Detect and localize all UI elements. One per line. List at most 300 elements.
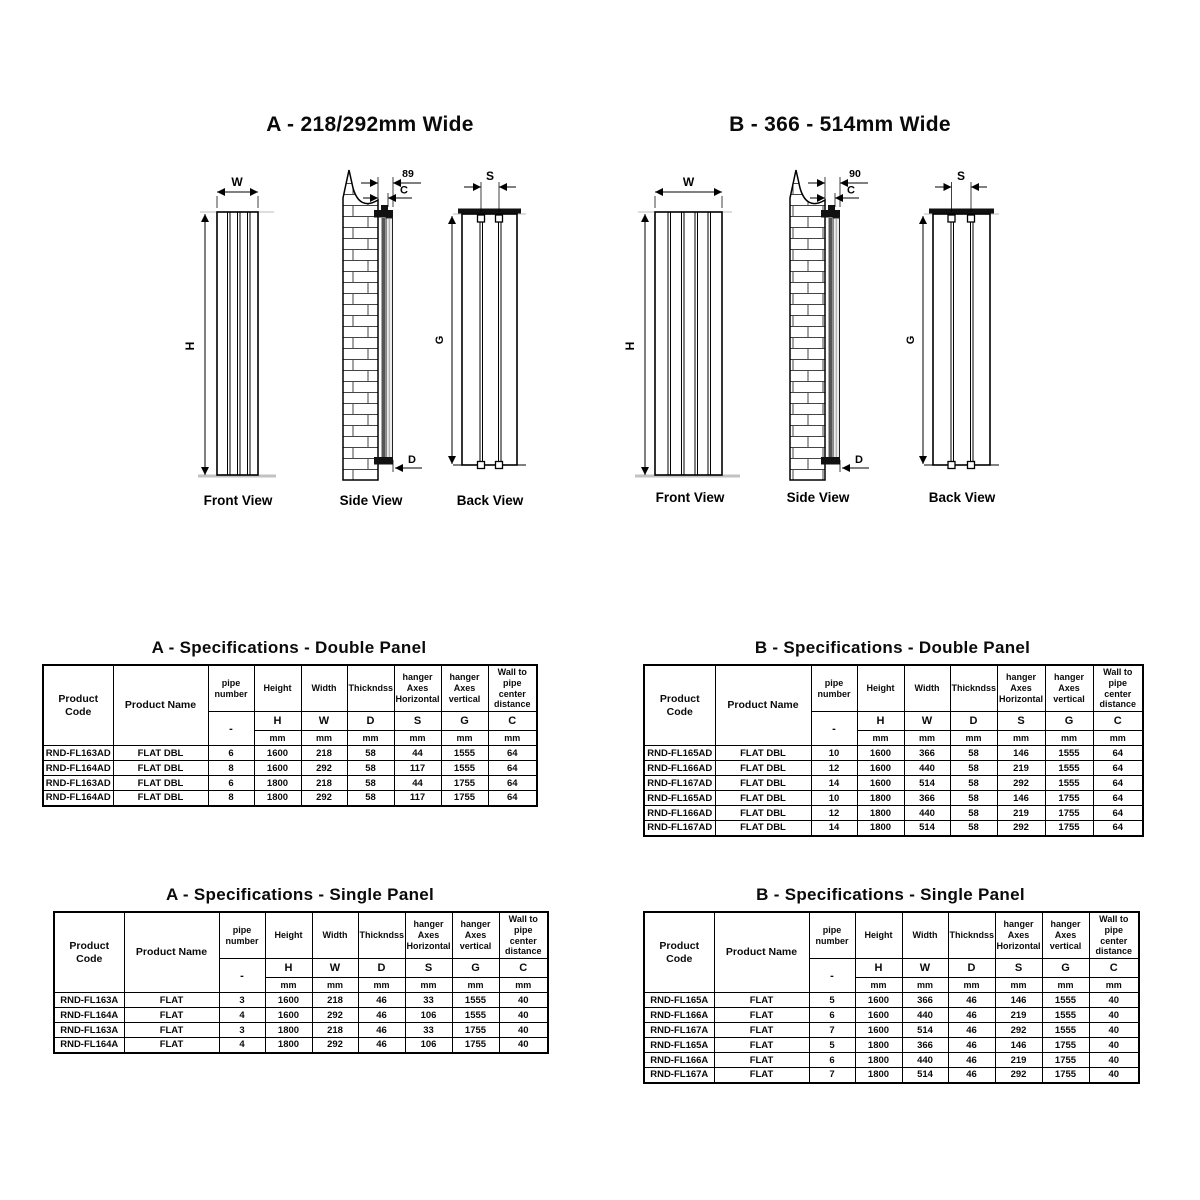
table-cell: 1755 [1045, 806, 1093, 821]
table-cell: 58 [347, 761, 394, 776]
table-cell: 46 [358, 1023, 405, 1038]
col-header-thickness: Thickndss [948, 912, 995, 959]
table-cell: 1755 [1045, 821, 1093, 836]
table-row [54, 1023, 548, 1038]
table-cell: FLAT DBL [113, 791, 208, 806]
table-cell: RND-FL165A [644, 993, 714, 1008]
table-cell: RND-FL166AD [644, 761, 715, 776]
table-cell: 1800 [855, 1038, 902, 1053]
table-cell: 40 [499, 993, 548, 1008]
table-cell: RND-FL166AD [644, 806, 715, 821]
symbol-g: G [452, 959, 499, 978]
table-cell: FLAT [714, 1023, 809, 1038]
table-cell: FLAT DBL [715, 821, 811, 836]
symbol-dash: - [809, 959, 855, 993]
table-cell: 7 [809, 1023, 855, 1038]
symbol-d: D [948, 959, 995, 978]
table-cell: 1555 [1042, 993, 1089, 1008]
table-cell: FLAT DBL [113, 761, 208, 776]
symbol-w: W [904, 712, 950, 731]
dim-label-c: C [847, 184, 855, 197]
table-cell: 1600 [254, 761, 301, 776]
table-row [644, 1068, 1139, 1083]
col-header-hanger-horizontal: hanger Axes Horizontal [995, 912, 1042, 959]
table-cell: 218 [312, 993, 358, 1008]
top-hanger-bracket [821, 210, 840, 218]
table-cell: 146 [997, 791, 1045, 806]
symbol-s: S [995, 959, 1042, 978]
brick-wall [343, 170, 378, 480]
table-cell: RND-FL163A [54, 1023, 124, 1038]
unit-mm: mm [995, 978, 1042, 993]
col-header-thickness: Thickndss [950, 665, 997, 712]
table-cell: 14 [811, 776, 857, 791]
table-cell: FLAT DBL [715, 761, 811, 776]
col-header-width: Width [902, 912, 948, 959]
table-cell: 117 [394, 761, 441, 776]
hanger-rail [929, 209, 994, 214]
table-cell: 46 [358, 1008, 405, 1023]
table-cell: 1600 [857, 746, 904, 761]
front-view-label: Front View [203, 493, 273, 508]
table-cell: 8 [208, 791, 254, 806]
symbol-d: D [347, 712, 394, 731]
table-row [43, 791, 537, 806]
table-row [644, 746, 1143, 761]
symbol-s: S [394, 712, 441, 731]
unit-mm: mm [347, 731, 394, 746]
col-header-height: Height [855, 912, 902, 959]
table-cell: RND-FL167AD [644, 821, 715, 836]
back-view-label: Back View [928, 490, 996, 505]
radiator-front-panel [655, 212, 722, 475]
section-b-title: B - 366 - 514mm Wide [729, 113, 951, 136]
table-cell: FLAT [124, 993, 219, 1008]
table-row [644, 761, 1143, 776]
spec-table-b-double [643, 664, 1144, 837]
symbol-w: W [312, 959, 358, 978]
table-cell: RND-FL167AD [644, 776, 715, 791]
table-cell: 146 [995, 1038, 1042, 1053]
table-cell: 1555 [1045, 776, 1093, 791]
table-cell: 1800 [857, 791, 904, 806]
table-cell: RND-FL164A [54, 1008, 124, 1023]
spec-table-header [644, 665, 1143, 746]
col-header-hanger-horizontal: hanger Axes Horizontal [997, 665, 1045, 712]
table-cell: FLAT DBL [715, 791, 811, 806]
hanger-point [968, 215, 975, 222]
table-cell: 40 [499, 1038, 548, 1053]
table-cell: FLAT [714, 1053, 809, 1068]
table-cell: RND-FL163A [54, 993, 124, 1008]
symbol-dash: - [219, 959, 265, 993]
top-hanger-bracket [374, 210, 393, 218]
table-cell: 40 [499, 1023, 548, 1038]
dim-label-s: S [956, 169, 966, 183]
table-cell: 33 [405, 993, 452, 1008]
dim-label-d: D [855, 454, 863, 466]
table-cell: 40 [499, 1008, 548, 1023]
spec-table-body [644, 746, 1143, 836]
symbol-w: W [301, 712, 347, 731]
bottom-hanger-bracket [821, 457, 840, 465]
table-cell: 1800 [254, 791, 301, 806]
table-cell: 218 [312, 1023, 358, 1038]
table-cell: 46 [948, 1053, 995, 1068]
front-view-label: Front View [655, 490, 725, 505]
table-cell: 8 [208, 761, 254, 776]
dim-label-w: W [682, 175, 695, 189]
table-cell: 366 [904, 791, 950, 806]
table-row [644, 791, 1143, 806]
unit-mm: mm [904, 731, 950, 746]
table-cell: 46 [948, 1008, 995, 1023]
col-header-height: Height [254, 665, 301, 712]
table-row [43, 776, 537, 791]
table-cell: 292 [312, 1038, 358, 1053]
table-cell: FLAT DBL [715, 806, 811, 821]
table-cell: FLAT DBL [113, 746, 208, 761]
symbol-h: H [254, 712, 301, 731]
table-cell: 292 [995, 1023, 1042, 1038]
col-header-pipe-number: pipe number [208, 665, 254, 712]
table-cell: FLAT [714, 1038, 809, 1053]
table-cell: 10 [811, 746, 857, 761]
dim-label-h: H [623, 341, 637, 351]
table-cell: 292 [997, 821, 1045, 836]
unit-mm: mm [855, 978, 902, 993]
table-cell: 366 [902, 993, 948, 1008]
table-cell: 6 [809, 1008, 855, 1023]
col-header-hanger-vertical: hanger Axes vertical [441, 665, 488, 712]
table-cell: RND-FL163AD [43, 776, 113, 791]
side-view-label: Side View [786, 490, 850, 505]
table-cell: 1800 [254, 776, 301, 791]
col-header-width: Width [904, 665, 950, 712]
table-cell: 1555 [1042, 1023, 1089, 1038]
table-cell: 1800 [855, 1068, 902, 1083]
table-row [644, 993, 1139, 1008]
table-cell: 1755 [441, 791, 488, 806]
table-cell: RND-FL166A [644, 1053, 714, 1068]
dim-label-s: S [485, 169, 495, 183]
col-header-product-name: Product Name [714, 912, 809, 993]
table-cell: 64 [488, 761, 537, 776]
unit-mm: mm [405, 978, 452, 993]
col-header-height: Height [265, 912, 312, 959]
symbol-dash: - [811, 712, 857, 746]
unit-mm: mm [1042, 978, 1089, 993]
symbol-d: D [358, 959, 405, 978]
symbol-g: G [441, 712, 488, 731]
side-view-a [340, 168, 422, 508]
table-cell: 64 [1093, 821, 1143, 836]
symbol-g: G [1042, 959, 1089, 978]
table-cell: 1600 [857, 761, 904, 776]
table-cell: 64 [1093, 761, 1143, 776]
table-cell: RND-FL164AD [43, 791, 113, 806]
table-cell: RND-FL165A [644, 1038, 714, 1053]
table-title-a-single: A - Specifications - Single Panel [165, 885, 435, 904]
spec-table-body [43, 746, 537, 806]
col-header-width: Width [301, 665, 347, 712]
table-cell: 7 [809, 1068, 855, 1083]
col-header-product-code: Product Code [644, 665, 715, 746]
table-cell: 1555 [452, 993, 499, 1008]
table-cell: 64 [488, 776, 537, 791]
spec-table-b-single [643, 911, 1140, 1084]
front-view-b [623, 175, 740, 505]
table-cell: 218 [301, 776, 347, 791]
d-dimension [393, 454, 422, 472]
symbol-g: G [1045, 712, 1093, 731]
table-cell: 6 [208, 776, 254, 791]
col-header-thickness: Thickndss [347, 665, 394, 712]
table-cell: RND-FL167A [644, 1023, 714, 1038]
side-view-label: Side View [339, 493, 403, 508]
table-cell: 58 [950, 806, 997, 821]
table-cell: 40 [1089, 1023, 1139, 1038]
table-cell: 1755 [1042, 1068, 1089, 1083]
unit-mm: mm [1093, 731, 1143, 746]
table-cell: 40 [1089, 1053, 1139, 1068]
table-cell: 64 [1093, 746, 1143, 761]
table-cell: 58 [347, 776, 394, 791]
table-row [644, 806, 1143, 821]
table-cell: 440 [904, 761, 950, 776]
table-cell: 1755 [1045, 791, 1093, 806]
width-dimension [217, 175, 258, 208]
table-cell: 292 [301, 791, 347, 806]
table-row [54, 993, 548, 1008]
col-header-product-name: Product Name [113, 665, 208, 746]
table-cell: 1800 [265, 1038, 312, 1053]
col-header-height: Height [857, 665, 904, 712]
table-cell: 46 [948, 1068, 995, 1083]
table-cell: 44 [394, 746, 441, 761]
table-cell: 46 [358, 993, 405, 1008]
spec-table-body [54, 993, 548, 1053]
table-cell: 1555 [452, 1008, 499, 1023]
dim-label-89: 89 [402, 168, 414, 180]
width-dimension [655, 175, 722, 208]
symbol-dash: - [208, 712, 254, 746]
table-cell: 440 [904, 806, 950, 821]
col-header-product-code: Product Code [54, 912, 124, 993]
table-cell: 14 [811, 821, 857, 836]
table-cell: 219 [995, 1053, 1042, 1068]
table-cell: 4 [219, 1008, 265, 1023]
table-cell: 6 [208, 746, 254, 761]
dim-label-g: G [905, 335, 917, 345]
symbol-c: C [1089, 959, 1139, 978]
col-header-product-name: Product Name [124, 912, 219, 993]
table-cell: 514 [902, 1023, 948, 1038]
table-cell: 58 [347, 791, 394, 806]
table-title-b-single: B - Specifications - Single Panel [756, 885, 1025, 904]
unit-mm: mm [950, 731, 997, 746]
symbol-h: H [265, 959, 312, 978]
table-cell: 58 [950, 821, 997, 836]
g-dimension [905, 216, 923, 464]
col-header-hanger-vertical: hanger Axes vertical [1045, 665, 1093, 712]
dim-label-h: H [183, 341, 197, 351]
table-cell: 64 [1093, 791, 1143, 806]
table-row [644, 1023, 1139, 1038]
dim-label-g: G [434, 335, 446, 345]
table-cell: 64 [488, 746, 537, 761]
table-cell: 1600 [855, 1008, 902, 1023]
table-cell: 1800 [855, 1053, 902, 1068]
table-cell: FLAT [714, 1068, 809, 1083]
table-cell: 1755 [452, 1038, 499, 1053]
table-cell: RND-FL165AD [644, 791, 715, 806]
height-dimension [623, 214, 645, 475]
table-cell: 5 [809, 993, 855, 1008]
symbol-d: D [950, 712, 997, 731]
unit-mm: mm [312, 978, 358, 993]
table-cell: 64 [1093, 806, 1143, 821]
table-cell: 292 [995, 1068, 1042, 1083]
unit-mm: mm [254, 731, 301, 746]
symbol-c: C [488, 712, 537, 731]
col-header-thickness: Thickndss [358, 912, 405, 959]
col-header-product-code: Product Code [43, 665, 113, 746]
side-view-b [787, 168, 869, 505]
table-cell: RND-FL165AD [644, 746, 715, 761]
section-b-drawing [620, 150, 1060, 520]
symbol-w: W [902, 959, 948, 978]
table-cell: 514 [904, 776, 950, 791]
table-cell: 1555 [1045, 746, 1093, 761]
table-cell: RND-FL164A [54, 1038, 124, 1053]
table-cell: 514 [902, 1068, 948, 1083]
table-cell: FLAT [124, 1023, 219, 1038]
col-header-hanger-vertical: hanger Axes vertical [452, 912, 499, 959]
col-header-wall-to-pipe: Wall to pipe center distance [499, 912, 548, 959]
table-cell: 1600 [265, 1008, 312, 1023]
table-cell: 10 [811, 791, 857, 806]
table-cell: RND-FL167A [644, 1068, 714, 1083]
table-title-b-double: B - Specifications - Double Panel [754, 638, 1031, 657]
col-header-hanger-vertical: hanger Axes vertical [1042, 912, 1089, 959]
table-cell: FLAT [714, 993, 809, 1008]
unit-mm: mm [997, 731, 1045, 746]
table-cell: 6 [809, 1053, 855, 1068]
front-view-a [183, 175, 276, 508]
spec-table-a-single [53, 911, 549, 1054]
bottom-hanger-bracket [374, 457, 393, 465]
table-cell: 1555 [1042, 1008, 1089, 1023]
back-view-b [905, 169, 999, 505]
table-cell: 1600 [855, 993, 902, 1008]
unit-mm: mm [452, 978, 499, 993]
col-header-wall-to-pipe: Wall to pipe center distance [1089, 912, 1139, 959]
table-cell: 1755 [1042, 1038, 1089, 1053]
height-dimension [183, 214, 205, 475]
table-row [43, 761, 537, 776]
spec-table-header [43, 665, 537, 746]
hanger-point [968, 462, 975, 469]
d-dimension [840, 454, 869, 472]
brick-wall [790, 170, 825, 480]
table-row [644, 1053, 1139, 1068]
section-a-title: A - 218/292mm Wide [266, 113, 474, 136]
symbol-c: C [1093, 712, 1143, 731]
table-cell: 46 [948, 1038, 995, 1053]
table-cell: 146 [997, 746, 1045, 761]
table-cell: 218 [301, 746, 347, 761]
symbol-s: S [405, 959, 452, 978]
table-cell: 219 [995, 1008, 1042, 1023]
table-cell: 1755 [452, 1023, 499, 1038]
hanger-rail [458, 209, 521, 214]
unit-mm: mm [857, 731, 904, 746]
dim-label-90: 90 [849, 168, 861, 180]
table-title-a-double: A - Specifications - Double Panel [151, 638, 427, 657]
spec-table-header [644, 912, 1139, 993]
table-cell: 1600 [855, 1023, 902, 1038]
table-cell: 1800 [857, 821, 904, 836]
hanger-point [478, 462, 485, 469]
table-row [644, 821, 1143, 836]
table-cell: 1800 [857, 806, 904, 821]
s-dimension [464, 169, 516, 212]
hanger-point [496, 215, 503, 222]
table-cell: 1555 [441, 761, 488, 776]
col-header-hanger-horizontal: hanger Axes Horizontal [405, 912, 452, 959]
col-header-product-code: Product Code [644, 912, 714, 993]
table-cell: FLAT DBL [113, 776, 208, 791]
table-cell: 58 [950, 776, 997, 791]
unit-mm: mm [1045, 731, 1093, 746]
table-cell: 514 [904, 821, 950, 836]
table-row [644, 1038, 1139, 1053]
table-cell: 64 [488, 791, 537, 806]
unit-mm: mm [265, 978, 312, 993]
col-header-width: Width [312, 912, 358, 959]
spec-table-body [644, 993, 1139, 1083]
table-cell: FLAT [124, 1008, 219, 1023]
table-cell: 219 [997, 761, 1045, 776]
col-header-wall-to-pipe: Wall to pipe center distance [488, 665, 537, 712]
hanger-point [948, 462, 955, 469]
table-cell: 58 [950, 746, 997, 761]
table-cell: 64 [1093, 776, 1143, 791]
table-cell: 1755 [1042, 1053, 1089, 1068]
table-cell: 46 [948, 1023, 995, 1038]
col-header-wall-to-pipe: Wall to pipe center distance [1093, 665, 1143, 712]
symbol-c: C [499, 959, 548, 978]
section-a-drawing [150, 150, 590, 520]
table-cell: 146 [995, 993, 1042, 1008]
table-cell: 1555 [441, 746, 488, 761]
table-cell: RND-FL164AD [43, 761, 113, 776]
table-cell: 12 [811, 806, 857, 821]
table-cell: 440 [902, 1053, 948, 1068]
table-row [644, 1008, 1139, 1023]
unit-mm: mm [394, 731, 441, 746]
unit-mm: mm [499, 978, 548, 993]
table-cell: 58 [347, 746, 394, 761]
unit-mm: mm [358, 978, 405, 993]
dim-label-c: C [400, 184, 408, 197]
table-cell: 33 [405, 1023, 452, 1038]
unit-mm: mm [301, 731, 347, 746]
table-cell: 1600 [254, 746, 301, 761]
table-cell: 58 [950, 791, 997, 806]
table-cell: FLAT [714, 1008, 809, 1023]
